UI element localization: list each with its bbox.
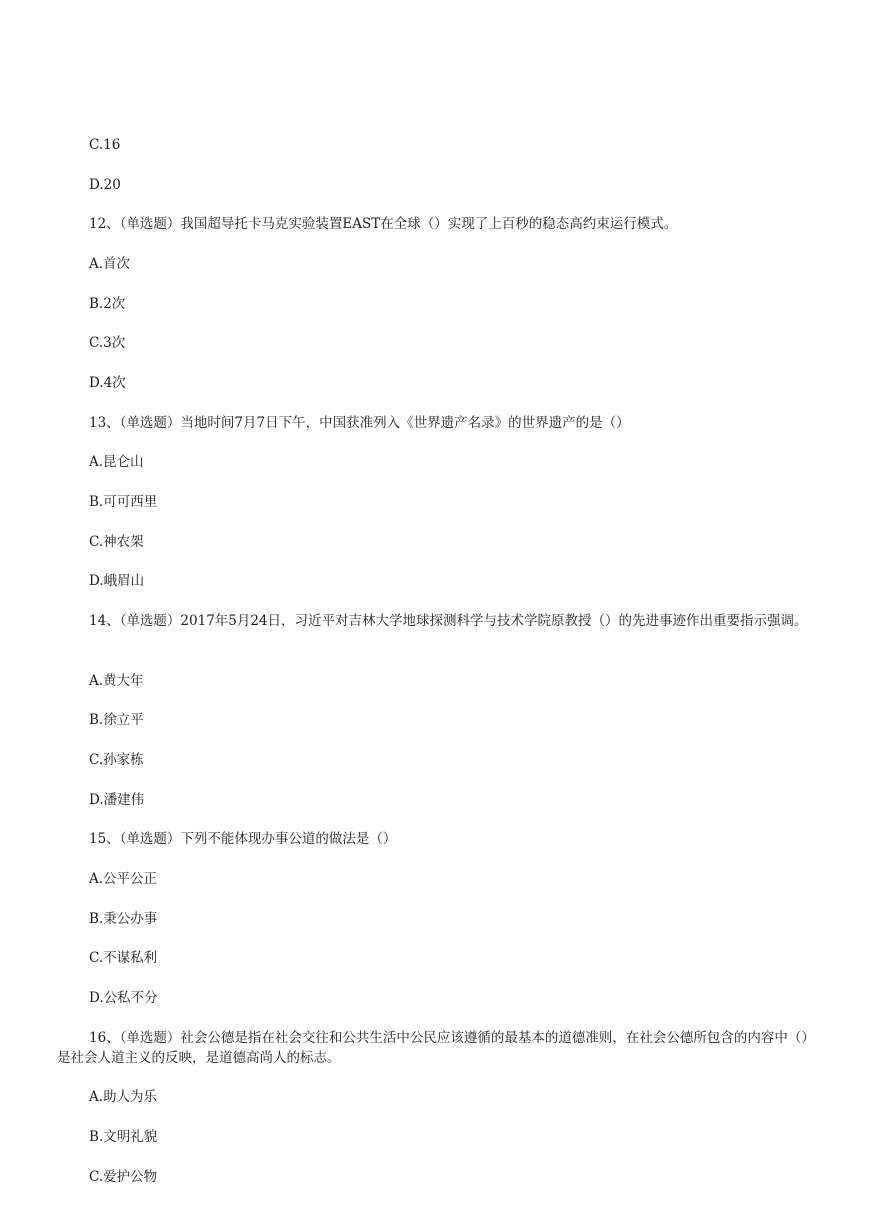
question-text: （单选题）当地时间7月7日下午，中国获准列入《世界遗产名录》的世界遗产的是（） [119, 415, 630, 431]
question-number: 13、 [89, 415, 120, 431]
option-b: B.可可西里 [89, 494, 158, 510]
question-number: 15、 [89, 831, 120, 847]
option-d: D.4次 [89, 375, 126, 391]
option-d: D.潘建伟 [89, 792, 145, 808]
question-14 [57, 611, 827, 631]
question-text: （单选题）2017年5月24日，习近平对吉林大学地球探测科学与技术学院原教授（）的先进事迹作出重要指示强调。 [119, 613, 808, 629]
option-c: C.神农架 [89, 534, 144, 550]
option-c: C.16 [89, 137, 121, 153]
option-d: D.20 [89, 177, 121, 193]
question-number: 14、 [89, 613, 120, 629]
question-number: 16、 [89, 1030, 120, 1046]
option-c: C.3次 [89, 335, 126, 351]
option-a: A.首次 [89, 256, 131, 272]
option-c: C.孙家栋 [89, 752, 144, 768]
option-d: D.峨眉山 [89, 573, 145, 589]
question-text: （单选题）我国超导托卡马克实验装置EAST在全球（）实现了上百秒的稳态高约束运行模式。 [119, 216, 678, 232]
question-16 [57, 1028, 827, 1068]
option-b: B.2次 [89, 296, 126, 312]
question-text: （单选题）社会公德是指在社会交往和公共生活中公民应该遵循的最基本的道德准则，在社会公德所包含的内容中（）是社会人道主义的反映，是道德高尚人的标志。 [57, 1030, 815, 1066]
option-b: B.徐立平 [89, 712, 144, 728]
option-c: C.不谋私利 [89, 950, 158, 966]
option-c: C.爱护公物 [89, 1169, 158, 1185]
question-15 [57, 829, 827, 849]
option-a: A.黄大年 [89, 673, 144, 689]
question-13 [57, 413, 827, 433]
question-12 [57, 214, 827, 234]
option-a: A.公平公正 [89, 871, 158, 887]
question-number: 12、 [89, 216, 120, 232]
option-a: A.助人为乐 [89, 1089, 158, 1105]
option-b: B.秉公办事 [89, 911, 158, 927]
option-b: B.文明礼貌 [89, 1129, 158, 1145]
option-a: A.昆仑山 [89, 454, 144, 470]
option-d: D.公私不分 [89, 990, 158, 1006]
question-text: （单选题）下列不能体现办事公道的做法是（） [119, 831, 397, 847]
